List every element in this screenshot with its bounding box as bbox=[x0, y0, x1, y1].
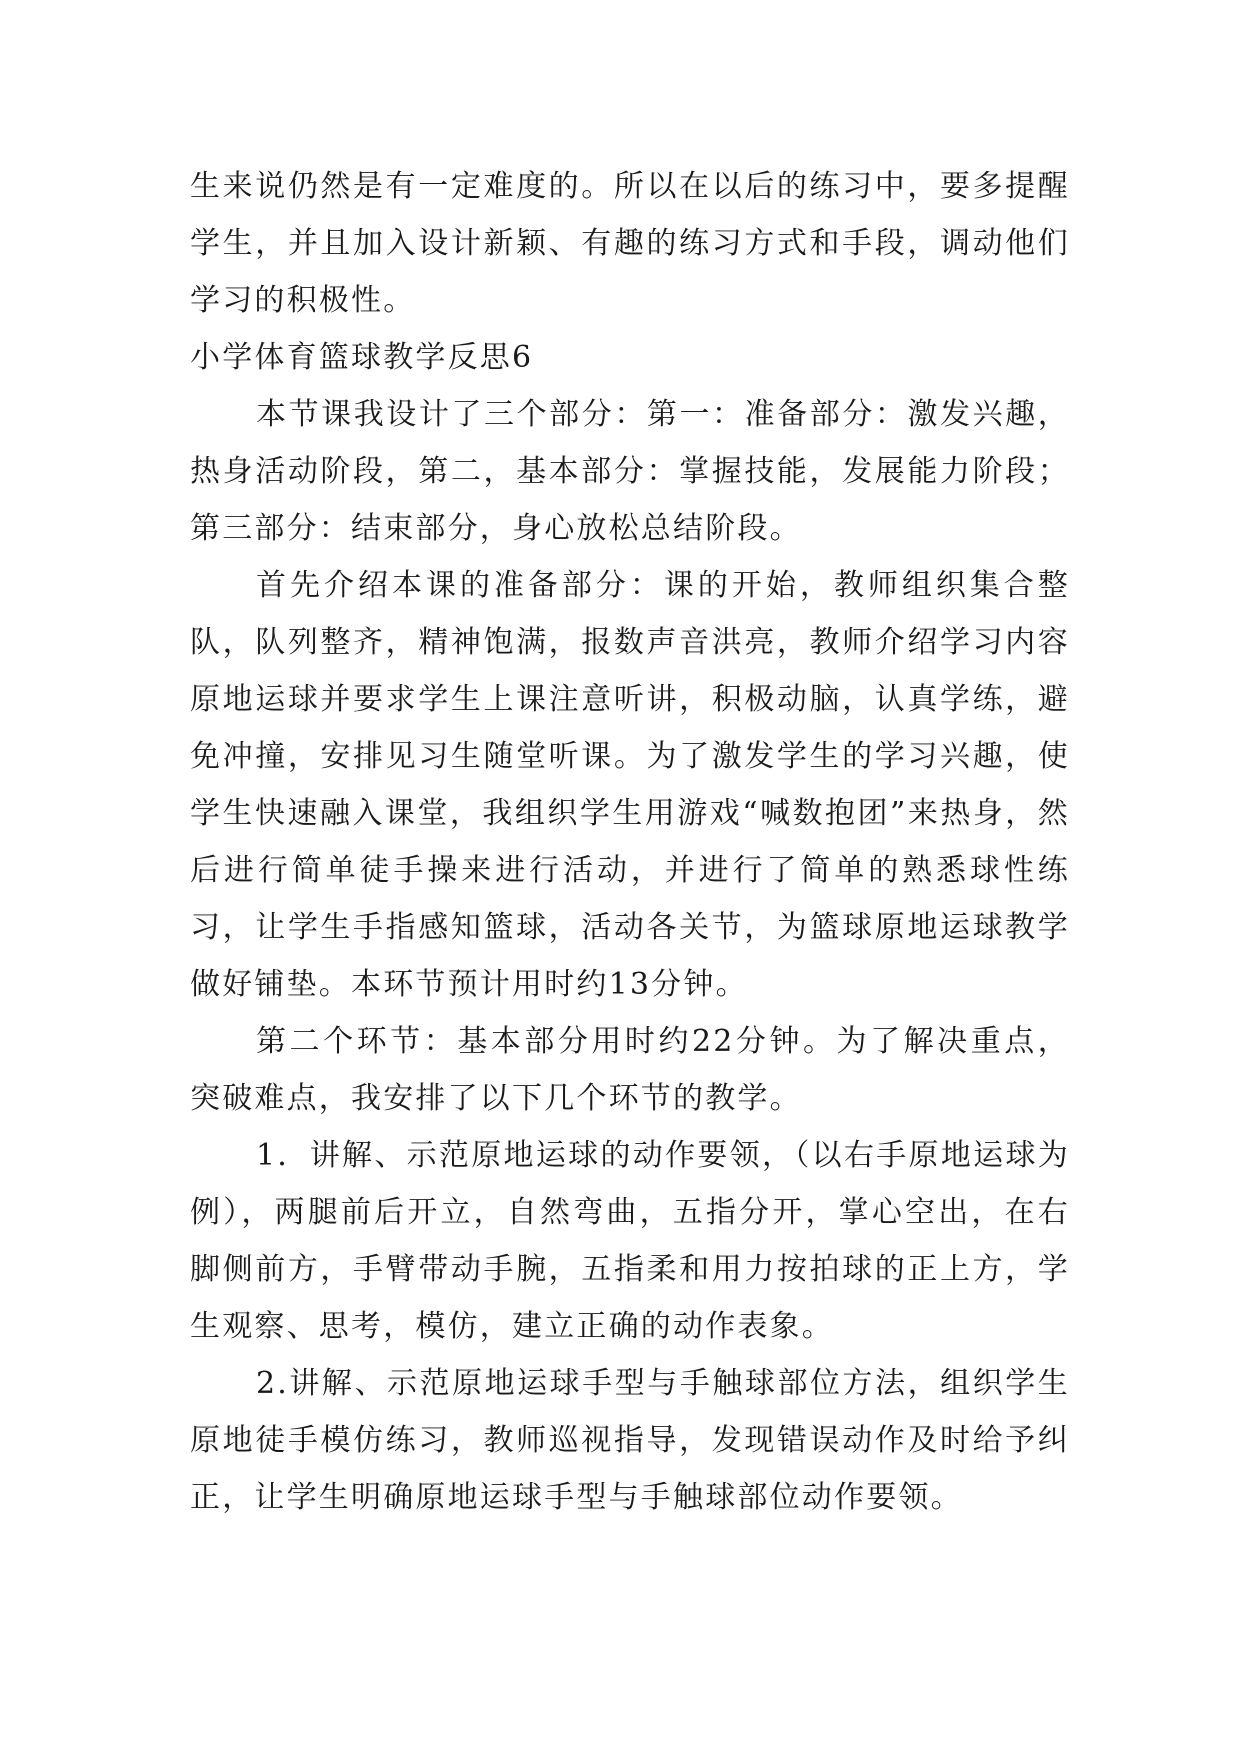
paragraph-step-1: 1．讲解、示范原地运球的动作要领，（以右手原地运球为例），两腿前后开立，自然弯曲，五指分开，掌心空出，在右脚侧前方，手臂带动手腕，五指柔和用力按拍球的正上方，学生观察、思考，模仿，建立正确的动作表象。 bbox=[190, 1138, 1070, 1344]
section-heading: 小学体育篮球教学反思6 bbox=[190, 340, 534, 375]
paragraph-preparation: 首先介绍本课的准备部分：课的开始，教师组织集合整队，队列整齐，精神饱满，报数声音洪亮，教师介绍学习内容原地运球并要求学生上课注意听讲，积极动脑，认真学练，避免冲撞，安排见习生随堂听课。为了激发学生的学习兴趣，使学生快速融入课堂，我组织学生用游戏“喊数抱团”来热身，然后进行简单徒手操来进行活动，并进行了简单的熟悉球性练习，让学生手指感知篮球，活动各关节，为篮球原地运球教学做好铺垫。本环节预计用时约13分钟。 bbox=[190, 568, 1070, 1002]
paragraph-lesson-structure: 本节课我设计了三个部分：第一：准备部分：激发兴趣，热身活动阶段，第二，基本部分：掌握技能，发展能力阶段；第三部分：结束部分，身心放松总结阶段。 bbox=[190, 397, 1070, 546]
paragraph-step-2: 2.讲解、示范原地运球手型与手触球部位方法，组织学生原地徒手模仿练习，教师巡视指导，发现错误动作及时给予纠正，让学生明确原地运球手型与手触球部位动作要领。 bbox=[190, 1366, 1070, 1515]
paragraph-continuation: 生来说仍然是有一定难度的。所以在以后的练习中，要多提醒学生，并且加入设计新颖、有趣的练习方式和手段，调动他们学习的积极性。 bbox=[190, 169, 1070, 318]
paragraph-basic-part: 第二个环节：基本部分用时约22分钟。为了解决重点，突破难点，我安排了以下几个环节的教学。 bbox=[190, 1024, 1070, 1116]
document-body bbox=[190, 158, 1070, 1526]
